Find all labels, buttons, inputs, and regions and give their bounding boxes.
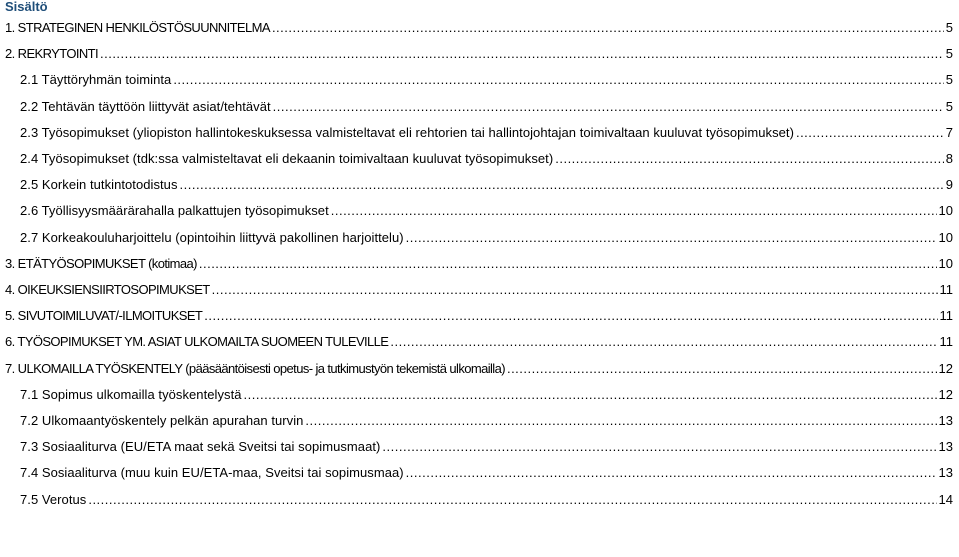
toc-entry-page[interactable]: 5	[945, 46, 953, 62]
toc-entry[interactable]	[5, 18, 953, 38]
toc-entry-page[interactable]: 13	[938, 439, 953, 455]
toc-entry-page[interactable]: 5	[945, 98, 953, 114]
toc-entry[interactable]	[5, 254, 953, 274]
toc-entry-title[interactable]: 2.2 Tehtävän täyttöön liittyvät asiat/tehtävät	[20, 98, 271, 114]
toc-leader-dots	[180, 175, 944, 195]
toc-entry-page[interactable]: 10	[938, 255, 953, 271]
toc-leader-dots	[796, 123, 944, 143]
toc-entry-title[interactable]: 5. SIVUTOIMILUVAT/-ILMOITUKSET	[5, 308, 203, 324]
toc-entry-title[interactable]: 2.3 Työsopimukset (yliopiston hallintokeskuksessa valmisteltavat eli rehtorien tai hallintojohtajan toimivaltaan kuuluvat työsopimukset)	[20, 124, 794, 140]
toc-entry-page[interactable]: 13	[938, 465, 953, 481]
toc-entry[interactable]	[5, 44, 953, 64]
toc-entry-page[interactable]: 10	[938, 229, 953, 245]
toc-entry-page[interactable]: 10	[938, 203, 953, 219]
toc-heading: Sisältö	[5, 0, 48, 14]
toc-entry-page[interactable]: 9	[945, 177, 953, 193]
toc-entry[interactable]	[20, 385, 953, 405]
toc-entry[interactable]	[5, 359, 953, 379]
toc-leader-dots	[199, 254, 937, 274]
toc-leader-dots	[382, 437, 936, 457]
toc-entry-title[interactable]: 7.5 Verotus	[20, 491, 87, 507]
toc-leader-dots	[406, 463, 937, 483]
toc-entry-page[interactable]: 13	[938, 413, 953, 428]
toc-leader-dots	[173, 70, 943, 90]
toc-entry[interactable]	[5, 332, 953, 352]
toc-leader-dots	[100, 44, 944, 64]
toc-leader-dots	[390, 332, 937, 352]
toc-entry-title[interactable]: 7. ULKOMAILLA TYÖSKENTELY (pääsääntöisesti opetus- ja tutkimustyön tekemistä ulkomailla)	[5, 360, 505, 376]
toc-entry-title[interactable]: 2.6 Työllisyysmäärärahalla palkattujen työsopimukset	[20, 203, 329, 219]
toc-entry-title[interactable]: 2. REKRYTOINTI	[5, 46, 98, 62]
toc-entry-title[interactable]: 7.1 Sopimus ulkomailla työskentelystä	[20, 386, 242, 402]
toc-entry-page[interactable]: 5	[945, 20, 953, 35]
toc-leader-dots	[406, 228, 937, 248]
toc-leader-dots	[555, 149, 944, 169]
toc-entry-title[interactable]: 3. ETÄTYÖSOPIMUKSET (kotimaa)	[5, 255, 197, 271]
toc-entry-title[interactable]: 2.4 Työsopimukset (tdk:ssa valmisteltavat eli dekaanin toimivaltaan kuuluvat työsopimukset)	[20, 151, 554, 166]
toc-entry-page[interactable]: 14	[938, 491, 953, 507]
toc-leader-dots	[212, 280, 938, 300]
toc-entry-title[interactable]: 7.2 Ulkomaantyöskentely pelkän apurahan turvin	[20, 413, 304, 428]
toc-leader-dots	[88, 490, 936, 510]
toc-entry[interactable]	[5, 280, 953, 300]
toc-entry-title[interactable]: 7.3 Sosiaaliturva (EU/ETA maat sekä Sveitsi tai sopimusmaat)	[20, 439, 381, 455]
toc-entry-page[interactable]: 8	[945, 151, 953, 166]
toc-entry[interactable]	[20, 490, 953, 510]
toc-leader-dots	[305, 411, 936, 431]
toc-entry-title[interactable]: 1. STRATEGINEN HENKILÖSTÖSUUNNITELMA	[5, 20, 270, 35]
toc-entry[interactable]	[20, 463, 953, 483]
toc-entry[interactable]	[20, 97, 953, 117]
toc-entry[interactable]	[20, 411, 953, 431]
toc-leader-dots	[507, 359, 937, 379]
toc-entry-page[interactable]: 12	[938, 360, 953, 376]
toc-entry[interactable]	[20, 437, 953, 457]
toc-leader-dots	[244, 385, 937, 405]
toc-entry[interactable]	[5, 306, 953, 326]
toc-entry[interactable]	[20, 123, 953, 143]
toc-leader-dots	[331, 201, 937, 221]
toc-entry-title[interactable]: 2.7 Korkeakouluharjoittelu (opintoihin liittyvä pakollinen harjoittelu)	[20, 229, 404, 245]
toc-entry[interactable]	[20, 70, 953, 90]
toc-entry-page[interactable]: 12	[938, 386, 953, 402]
toc-entry-title[interactable]: 7.4 Sosiaaliturva (muu kuin EU/ETA-maa, Sveitsi tai sopimusmaa)	[20, 465, 404, 481]
toc-entry-page[interactable]: 7	[945, 124, 953, 140]
toc-entry-title[interactable]: 2.1 Täyttöryhmän toiminta	[20, 72, 172, 88]
toc-entry-page[interactable]: 11	[939, 282, 953, 297]
toc-leader-dots	[204, 306, 937, 326]
toc-entry-title[interactable]: 6. TYÖSOPIMUKSET YM. ASIAT ULKOMAILTA SUOMEEN TULEVILLE	[5, 334, 389, 350]
toc-entry[interactable]	[20, 228, 953, 248]
toc-entry-page[interactable]: 5	[945, 72, 953, 88]
toc-entry-title[interactable]: 2.5 Korkein tutkintotodistus	[20, 177, 178, 193]
toc-entry-title[interactable]: 4. OIKEUKSIENSIIRTOSOPIMUKSET	[5, 282, 210, 297]
toc-entry-page[interactable]: 11	[939, 334, 953, 350]
toc-leader-dots	[272, 18, 944, 38]
toc-entry[interactable]	[20, 201, 953, 221]
toc-entry-page[interactable]: 11	[939, 308, 953, 324]
toc-leader-dots	[273, 97, 944, 117]
toc-entry[interactable]	[20, 175, 953, 195]
toc-entry[interactable]	[20, 149, 953, 169]
